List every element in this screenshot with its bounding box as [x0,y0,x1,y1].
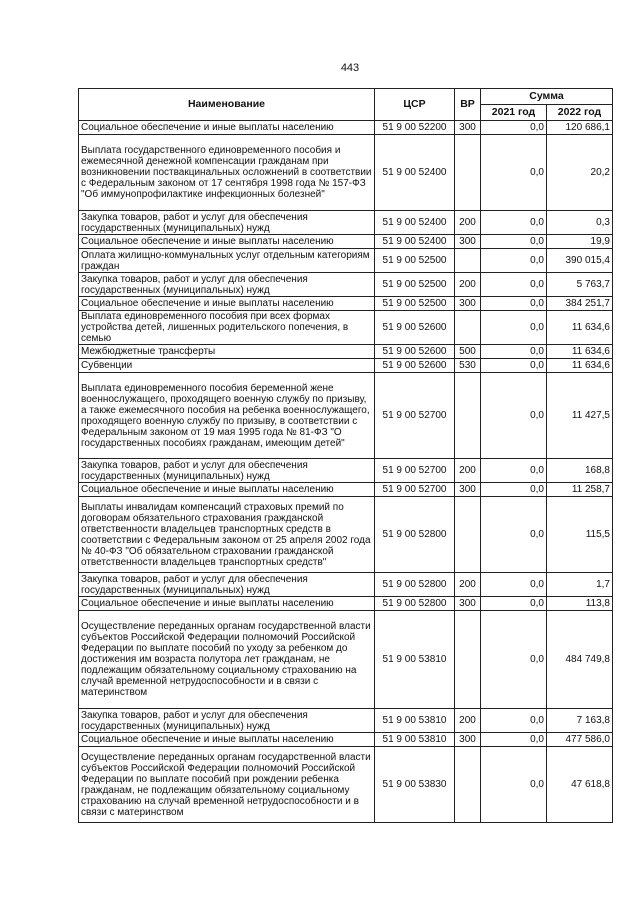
row-sum-2022: 477 586,0 [547,733,613,747]
row-name: Социальное обеспечение и иные выплаты населению [79,597,375,611]
row-sum-2021: 0,0 [481,497,547,573]
row-vr: 200 [455,573,481,597]
row-sum-2021: 0,0 [481,345,547,359]
row-sum-2022: 11 634,6 [547,359,613,373]
row-vr: 200 [455,211,481,235]
row-csr: 51 9 00 52400 [375,235,455,249]
row-name: Межбюджетные трансферты [79,345,375,359]
row-name: Выплата единовременного пособия при всех формах устройства детей, лишенных родительского попечения, в семью [79,311,375,345]
row-sum-2022: 11 634,6 [547,345,613,359]
table-row [79,373,613,459]
row-name: Социальное обеспечение и иные выплаты населению [79,733,375,747]
table-row [79,709,613,733]
header-2022: 2022 год [547,105,613,121]
row-sum-2022: 484 749,8 [547,611,613,709]
row-sum-2022: 0,3 [547,211,613,235]
row-csr: 51 9 00 52800 [375,597,455,611]
row-vr: 530 [455,359,481,373]
table-row [79,345,613,359]
row-csr: 51 9 00 52500 [375,297,455,311]
row-name: Осуществление переданных органам государственной власти субъектов Российской Федерации полномочий Российской Федерации по выплате пособий по уходу за ребенком до достижения им возраста полутора лет гражданам, не подлежащим обязательному социальному страхованию на случай временной нетрудоспособности и в связи с материнством [79,611,375,709]
row-sum-2021: 0,0 [481,359,547,373]
row-name: Социальное обеспечение и иные выплаты населению [79,121,375,135]
row-csr: 51 9 00 53830 [375,747,455,823]
header-2021: 2021 год [481,105,547,121]
table-row [79,459,613,483]
row-name: Выплата государственного единовременного пособия и ежемесячной денежной компенсации гражданам при возникновении поствакцинальных осложнений в соответствии с Федеральным законом от 17 сентября 1998 года № 157-ФЗ "Об иммунопрофилактике инфекционных болезней" [79,135,375,211]
row-vr: 200 [455,273,481,297]
table-row [79,597,613,611]
row-csr: 51 9 00 52800 [375,573,455,597]
page-number: 443 [340,62,360,74]
row-name: Социальное обеспечение и иные выплаты населению [79,483,375,497]
row-name: Оплата жилищно-коммунальных услуг отдельным категориям граждан [79,249,375,273]
row-csr: 51 9 00 52800 [375,497,455,573]
row-sum-2021: 0,0 [481,483,547,497]
row-vr [455,249,481,273]
header-name: Наименование [79,89,375,121]
row-csr: 51 9 00 52600 [375,311,455,345]
row-sum-2022: 1,7 [547,573,613,597]
row-csr: 51 9 00 52400 [375,135,455,211]
header-csr: ЦСР [375,89,455,121]
table-row [79,273,613,297]
row-name: Закупка товаров, работ и услуг для обеспечения государственных (муниципальных) нужд [79,459,375,483]
header-sum: Сумма [481,89,613,105]
row-vr [455,497,481,573]
table-row [79,733,613,747]
row-vr [455,611,481,709]
row-csr: 51 9 00 52700 [375,373,455,459]
row-csr: 51 9 00 52500 [375,249,455,273]
row-sum-2021: 0,0 [481,373,547,459]
row-sum-2021: 0,0 [481,135,547,211]
row-sum-2021: 0,0 [481,459,547,483]
row-name: Выплата единовременного пособия беременной жене военнослужащего, проходящего военную службу по призыву, а также ежемесячного пособия на ребенка военнослужащего, проходящего военную службу по призыву, в соответствии с Федеральным законом от 19 мая 1995 года № 81-ФЗ "О государственных пособиях гражданам, имеющим детей" [79,373,375,459]
row-sum-2022: 168,8 [547,459,613,483]
row-name: Социальное обеспечение и иные выплаты населению [79,297,375,311]
row-sum-2022: 47 618,8 [547,747,613,823]
row-vr: 300 [455,597,481,611]
table-row [79,311,613,345]
row-vr [455,373,481,459]
row-csr: 51 9 00 52400 [375,211,455,235]
table-row [79,121,613,135]
row-name: Закупка товаров, работ и услуг для обеспечения государственных (муниципальных) нужд [79,709,375,733]
table-body [79,121,613,823]
row-sum-2022: 113,8 [547,597,613,611]
row-sum-2021: 0,0 [481,597,547,611]
table-row [79,135,613,211]
row-vr: 200 [455,459,481,483]
row-name: Закупка товаров, работ и услуг для обеспечения государственных (муниципальных) нужд [79,211,375,235]
row-sum-2021: 0,0 [481,733,547,747]
row-csr: 51 9 00 53810 [375,733,455,747]
row-sum-2021: 0,0 [481,311,547,345]
row-sum-2022: 5 763,7 [547,273,613,297]
row-name: Закупка товаров, работ и услуг для обеспечения государственных (муниципальных) нужд [79,273,375,297]
row-csr: 51 9 00 53810 [375,709,455,733]
table-row [79,483,613,497]
row-vr: 300 [455,297,481,311]
row-csr: 51 9 00 52700 [375,483,455,497]
row-name: Социальное обеспечение и иные выплаты населению [79,235,375,249]
row-csr: 51 9 00 52500 [375,273,455,297]
row-name: Субвенции [79,359,375,373]
row-sum-2021: 0,0 [481,249,547,273]
header-vr: ВР [455,89,481,121]
row-sum-2021: 0,0 [481,273,547,297]
row-sum-2021: 0,0 [481,297,547,311]
row-sum-2022: 7 163,8 [547,709,613,733]
table-row [79,297,613,311]
row-sum-2021: 0,0 [481,611,547,709]
row-sum-2022: 20,2 [547,135,613,211]
table-row [79,235,613,249]
row-csr: 51 9 00 52600 [375,345,455,359]
row-sum-2022: 11 634,6 [547,311,613,345]
table-row [79,359,613,373]
row-vr [455,747,481,823]
row-sum-2022: 11 427,5 [547,373,613,459]
row-vr: 300 [455,235,481,249]
table-row [79,249,613,273]
row-sum-2021: 0,0 [481,235,547,249]
row-vr: 200 [455,709,481,733]
row-sum-2022: 11 258,7 [547,483,613,497]
row-vr [455,311,481,345]
table-row [79,211,613,235]
table-row [79,611,613,709]
row-name: Выплаты инвалидам компенсаций страховых премий по договорам обязательного страхования гражданской ответственности владельцев транспортных средств в соответствии с Федеральным законом от 25 апреля 2002 года № 40-ФЗ "Об обязательном страховании гражданской ответственности владельцев транспортных средств" [79,497,375,573]
row-sum-2021: 0,0 [481,709,547,733]
row-sum-2021: 0,0 [481,121,547,135]
row-sum-2022: 390 015,4 [547,249,613,273]
row-sum-2022: 120 686,1 [547,121,613,135]
row-csr: 51 9 00 52600 [375,359,455,373]
row-vr: 300 [455,733,481,747]
row-sum-2021: 0,0 [481,747,547,823]
row-sum-2022: 384 251,7 [547,297,613,311]
row-name: Осуществление переданных органам государственной власти субъектов Российской Федерации полномочий Российской Федерации по выплате пособий при рождении ребенка гражданам, не подлежащим обязательному социальному страхованию на случай временной нетрудоспособности и в связи с материнством [79,747,375,823]
row-csr: 51 9 00 52700 [375,459,455,483]
row-vr: 500 [455,345,481,359]
row-csr: 51 9 00 53810 [375,611,455,709]
row-csr: 51 9 00 52200 [375,121,455,135]
row-name: Закупка товаров, работ и услуг для обеспечения государственных (муниципальных) нужд [79,573,375,597]
row-vr [455,135,481,211]
row-vr: 300 [455,121,481,135]
row-sum-2021: 0,0 [481,573,547,597]
table-row [79,747,613,823]
budget-table [78,88,613,823]
row-vr: 300 [455,483,481,497]
row-sum-2022: 19,9 [547,235,613,249]
row-sum-2022: 115,5 [547,497,613,573]
table-row [79,573,613,597]
table-row [79,497,613,573]
row-sum-2021: 0,0 [481,211,547,235]
